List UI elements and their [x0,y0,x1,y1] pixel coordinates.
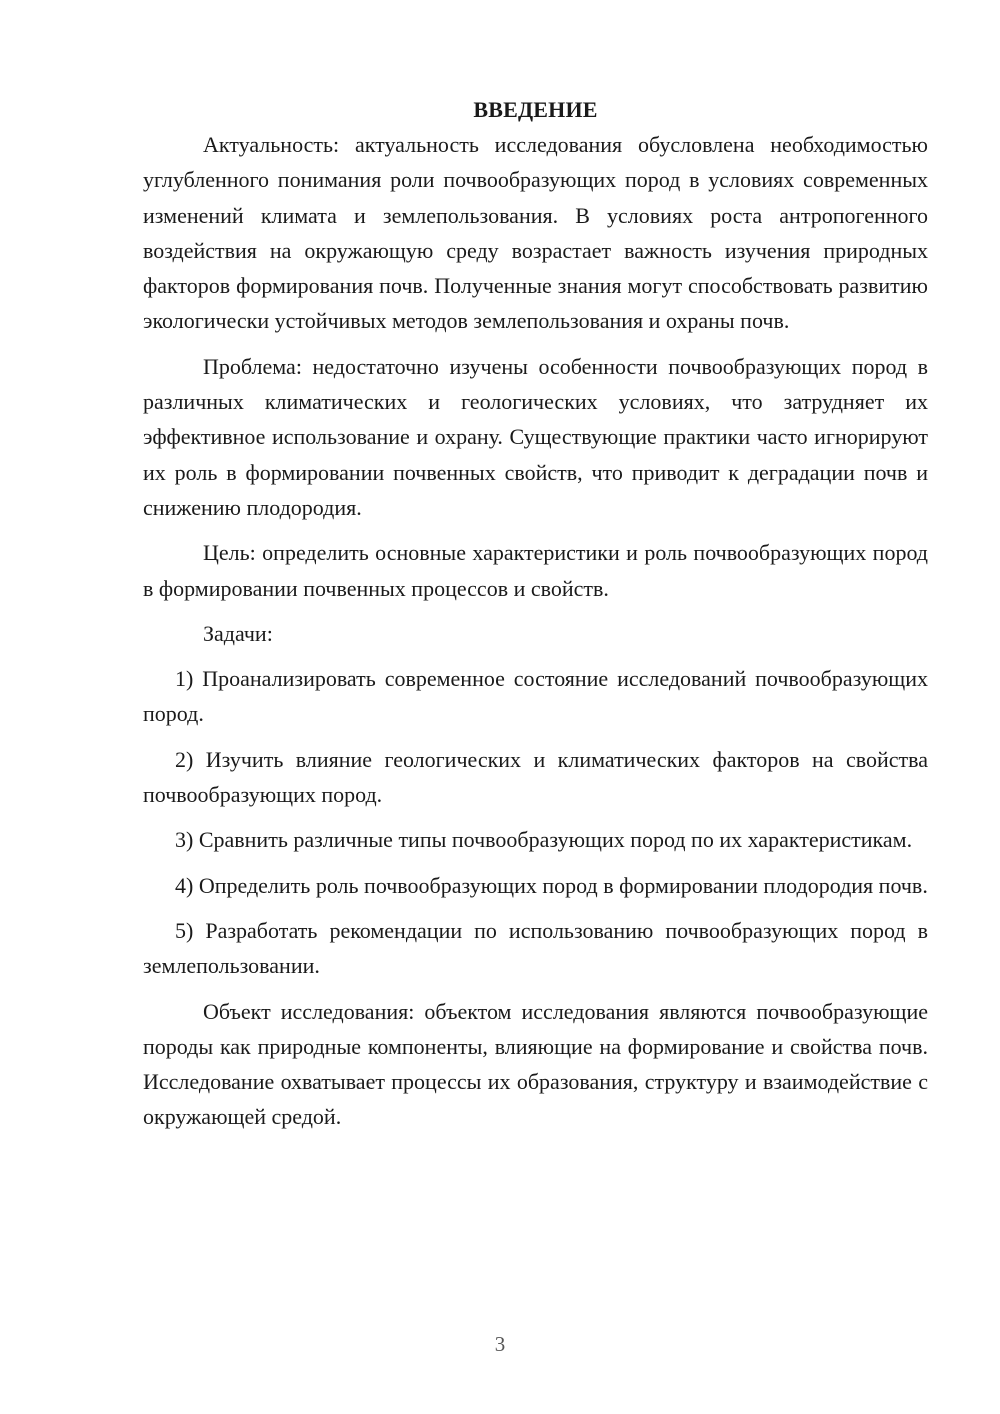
paragraph-object: Объект исследования: объектом исследования являются почвообразующие породы как природные компоненты, влияющие на формирование и свойства почв. Исследование охватывает процессы их образования, структуру и взаимодействие с окружающей средой. [143,998,928,1130]
page-number: 3 [494,1332,506,1356]
paragraph-problem: Проблема: недостаточно изучены особенности почвообразующих пород в различных климатических и геологических условиях, что затрудняет их эффективное использование и охрану. Существующие практики часто игнорируют их роль в формировании почвенных свойств, что приводит к деградации почв и снижению плодородия. [143,353,928,520]
task-item-3: 3) Сравнить различные типы почвообразующих пород по их характеристикам. [175,827,913,853]
paragraph-relevance: Актуальность: актуальность исследования обусловлена необходимостью углубленного понимания роли почвообразующих пород в условиях современных изменений климата и землепользования. В условиях роста антропогенного воздействия на окружающую среду возрастает важность изучения природных факторов формирования почв. Полученные знания могут способствовать развитию экологически устойчивых методов землепользования и охраны почв. [143,132,928,334]
document-page [143,92,928,1145]
task-item-2: 2) Изучить влияние геологических и климатических факторов на свойства почвообразующих пород. [143,746,928,808]
task-item-1: 1) Проанализировать современное состояние исследований почвообразующих пород. [143,666,928,727]
paragraph-goal: Цель: определить основные характеристики и роль почвообразующих пород в формировании почвенных процессов и свойств. [143,540,928,601]
paragraph-tasks-heading: Задачи: [203,620,273,646]
page-title: ВВЕДЕНИЕ [473,97,598,122]
task-item-5: 5) Разработать рекомендации по использованию почвообразующих пород в землепользовании. [143,917,928,979]
task-item-4: 4) Определить роль почвообразующих пород в формировании плодородия почв. [175,872,928,898]
